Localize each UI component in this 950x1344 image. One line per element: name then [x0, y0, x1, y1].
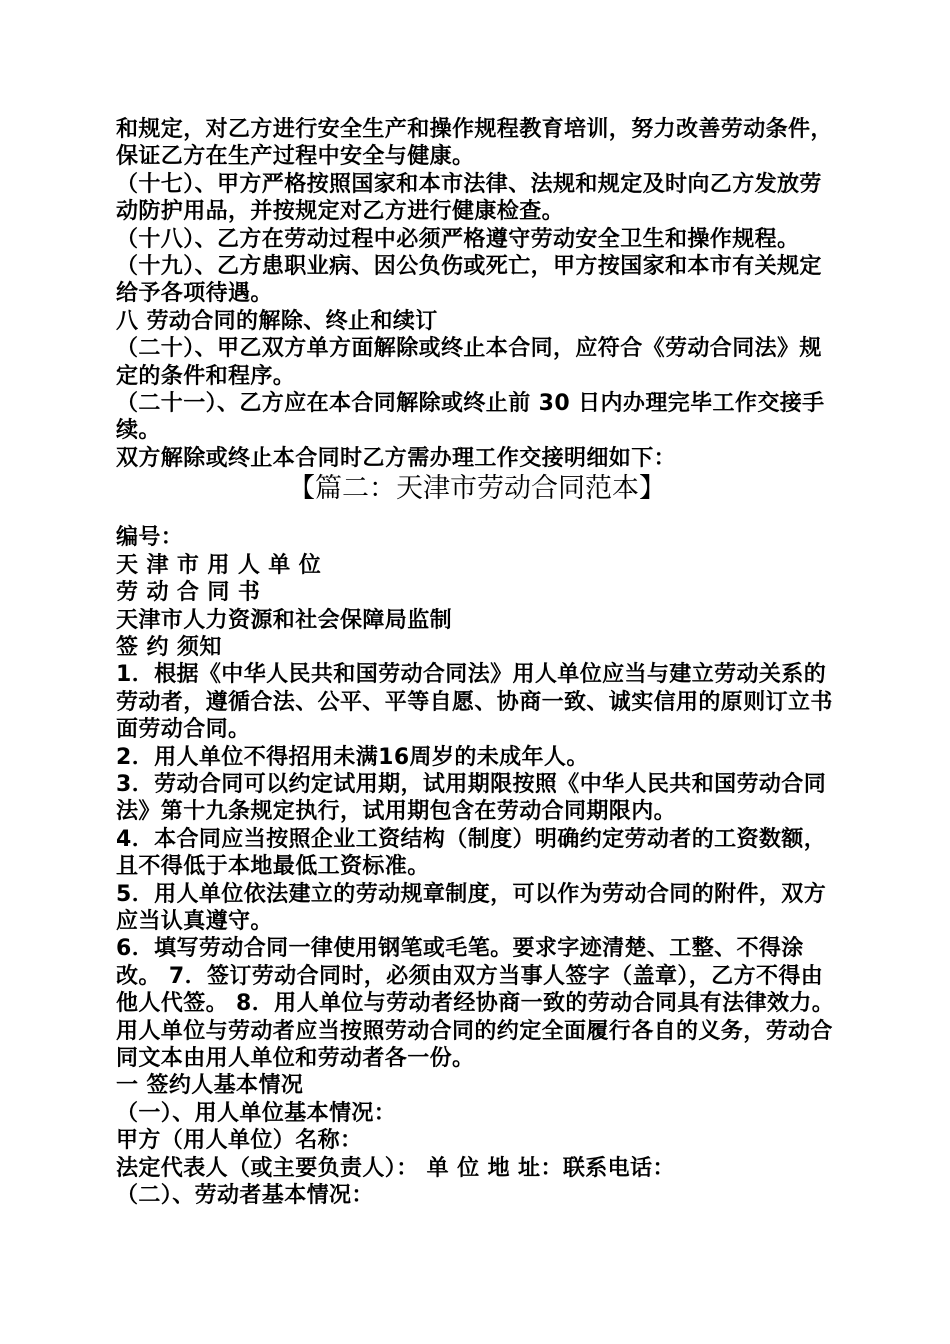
paragraph-safety-training: 和规定，对乙方进行安全生产和操作规程教育培训，努力改善劳动条件，保证乙方在生产过程中安全与健康。	[116, 117, 833, 170]
notice-item-5: 5．用人单位依法建立的劳动规章制度，可以作为劳动合同的附件，双方应当认真遵守。	[116, 881, 827, 934]
signing-notice-title: 签 约 须知	[116, 634, 222, 660]
paragraph-handover-list: 双方解除或终止本合同时乙方需办理工作交接明细如下：	[116, 445, 677, 471]
paragraph-clause-17: （十七）、甲方严格按照国家和本市法律、法规和规定及时向乙方发放劳动防护用品，并按规定对乙方进行健康检查。	[116, 171, 822, 225]
paragraph-clause-18-19: （十八）、乙方在劳动过程中必须严格遵守劳动安全卫生和操作规程。 （十九）、乙方患职业病、因公负伤或死亡，甲方按国家和本市有关规定给予各项待遇。	[116, 226, 822, 307]
notice-items-6-8: 6．填写劳动合同一律使用钢笔或毛笔。要求字迹清楚、工整、不得涂改。 7．签订劳动合同时，必须由双方当事人签字（盖章），乙方不得由他人代签。 8．用人单位与劳动者经协商一致的劳动合同具有法律效力。用人单位与劳动者应当按照劳动合同的约定全面履行各自的义务，劳动合同文本由用人单位和劳动者各一份。	[116, 936, 835, 1071]
notice-item-2: 2．用人单位不得招用未满16周岁的未成年人。	[116, 744, 589, 770]
spacer	[116, 506, 838, 524]
section-heading-termination: 八 劳动合同的解除、终止和续订	[116, 308, 438, 334]
subsection-employer-info: （一）、用人单位基本情况：	[116, 1100, 397, 1126]
part-two-title: 【篇二：天津市劳动合同范本】	[288, 473, 666, 505]
cover-line-employer: 天 津 市 用 人 单 位	[116, 552, 322, 578]
section-heading-parties: 一 签约人基本情况	[116, 1073, 304, 1099]
field-legal-rep-address-phone: 法定代表人（或主要负责人）： 单 位 地 址：联系电话：	[116, 1155, 675, 1181]
cover-line-issuer: 天津市人力资源和社会保障局监制	[116, 607, 453, 633]
field-employer-name: 甲方（用人单位）名称：	[116, 1128, 363, 1154]
notice-item-4: 4．本合同应当按照企业工资结构（制度）明确约定劳动者的工资数额，且不得低于本地最低工资标准。	[116, 826, 827, 880]
notice-item-3: 3．劳动合同可以约定试用期，试用期限按照《中华人民共和国劳动合同法》第十九条规定执行，试用期包含在劳动合同期限内。	[116, 771, 827, 825]
cover-line-contract-book: 劳 动 合 同 书	[116, 580, 261, 606]
notice-item-1: 1．根据《中华人民共和国劳动合同法》用人单位应当与建立劳动关系的劳动者，遵循合法、公平、平等自愿、协商一致、诚实信用的原则订立书面劳动合同。	[116, 662, 833, 743]
contract-number-label: 编号：	[116, 525, 184, 551]
document-body	[116, 116, 838, 1209]
paragraph-clause-21: （二十一）、乙方应在本合同解除或终止前 30 日内办理完毕工作交接手续。	[116, 391, 825, 444]
subsection-employee-info: （二）、劳动者基本情况：	[116, 1183, 374, 1209]
paragraph-clause-20: （二十）、甲乙双方单方面解除或终止本合同，应符合《劳动合同法》规定的条件和程序。	[116, 336, 822, 389]
